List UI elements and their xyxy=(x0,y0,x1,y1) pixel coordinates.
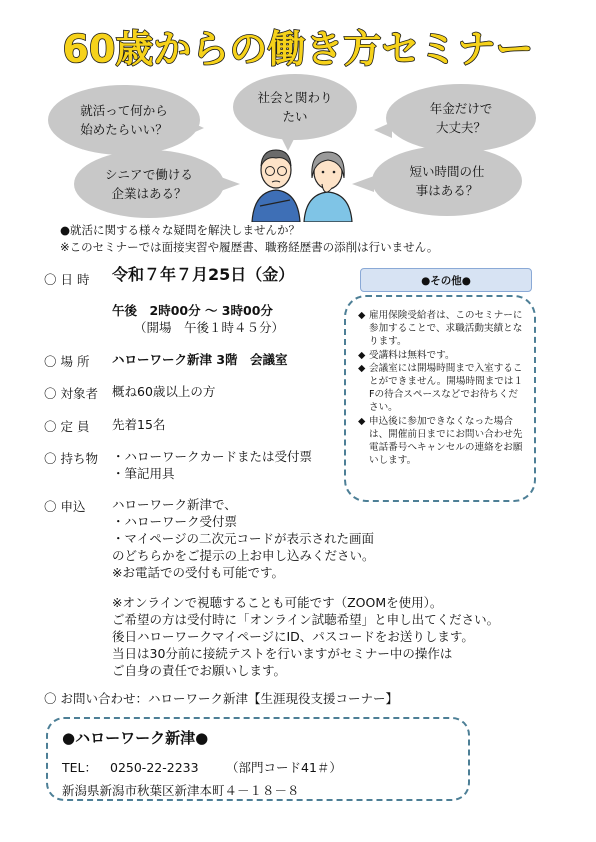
sidebar-note: ◆ 会議室には開場時間まで入室することができません。開場時間までは１Fの待合スペースなどでお待ちください。 xyxy=(358,362,524,414)
items-label: 〇 持ち物 xyxy=(44,451,98,466)
intro-line-2: ※このセミナーでは面接実習や履歴書、職務経歴書の添削は行いません。 xyxy=(60,240,439,254)
items-value: ・ハローワークカードまたは受付票 ・筆記用具 xyxy=(112,449,313,481)
question-bubble-5: 短い時間の仕 事はある？ xyxy=(372,146,522,216)
tel-number: 0250-22-2233 xyxy=(110,760,199,775)
page-title xyxy=(52,20,544,76)
question-bubble-4: シニアで働ける 企業はある？ xyxy=(74,150,224,218)
tel-label: TEL： xyxy=(62,760,97,775)
woman-figure xyxy=(304,152,352,222)
department-code: （部門コード41＃） xyxy=(226,760,342,775)
page-title-text: 60歳からの働き方セミナー xyxy=(62,27,534,71)
diamond-bullet-icon: ◆ xyxy=(358,310,366,321)
sidebar-note: ◆ 雇用保険受給者は、このセミナーに参加することで、求職活動実績となります。 xyxy=(358,310,523,348)
opening-time: （開場 午後１時４５分） xyxy=(134,320,285,335)
diamond-bullet-icon: ◆ xyxy=(358,415,366,427)
question-bubble-1: 就活って何から 始めたらいい？ xyxy=(48,85,200,155)
sidebar-notes xyxy=(344,295,536,502)
diamond-bullet-icon: ◆ xyxy=(358,349,366,361)
date-value: 令和７年７月25日（金） xyxy=(112,265,295,284)
bubble-tail-3 xyxy=(374,122,392,138)
time-value: 午後 2時00分 〜 3時00分 xyxy=(112,303,273,318)
contact-name: ●ハローワーク新津● xyxy=(62,729,209,747)
contact-address: 新潟県新潟市秋葉区新津本町４－１８－８ xyxy=(62,783,300,798)
seniors-illustration xyxy=(248,140,358,222)
diamond-bullet-icon: ◆ xyxy=(358,362,366,374)
question-bubble-2: 社会と関わり たい xyxy=(233,74,357,140)
man-figure xyxy=(252,150,300,222)
inquiry-line: 〇 お問い合わせ：ハローワーク新津【生涯現役支援コーナー】 xyxy=(44,691,398,706)
sidebar-heading: ●その他● xyxy=(360,268,532,292)
intro-line-1: ●就活に関する様々な疑問を解決しませんか？ xyxy=(60,223,301,237)
place-value: ハローワーク新津 3階 会議室 xyxy=(112,352,288,367)
capacity-label: 〇 定 員 xyxy=(44,419,90,434)
target-value: 概ね60歳以上の方 xyxy=(112,384,216,399)
capacity-value: 先着15名 xyxy=(112,417,166,432)
bubble-tail-4 xyxy=(218,176,240,192)
online-notice: ※オンラインで視聴することも可能です（ZOOMを使用）。 ご希望の方は受付時に「オンライン試聴希望」と申し出てください。 後日ハローワークマイページにID、パスコードをお送りします。 当日は30分前に接続テストを行いますがセミナー中の操作は ご自身の責任でお願いします。 xyxy=(112,595,500,678)
target-label: 〇 対象者 xyxy=(44,386,98,401)
bubble-tail-1 xyxy=(186,120,204,136)
question-bubble-3: 年金だけで 大丈夫？ xyxy=(386,84,536,152)
sidebar-note: ◆ 受講料は無料です。 xyxy=(358,349,455,361)
apply-label: 〇 申込 xyxy=(44,499,86,514)
sidebar-note: ◆ 申込後に参加できなくなった場合は、開催前日までにお問い合わせ先電話番号へキャンセルの連絡をお願いします。 xyxy=(358,415,523,467)
place-label: 〇 場 所 xyxy=(44,354,90,369)
apply-value: ハローワーク新津で、 ・ハローワーク受付票 ・マイページの二次元コードが表示された画面 のどちらかをご提示の上お申し込みください。 ※お電話での受付も可能です。 xyxy=(112,497,375,580)
date-label: 〇 日 時 xyxy=(44,272,90,287)
